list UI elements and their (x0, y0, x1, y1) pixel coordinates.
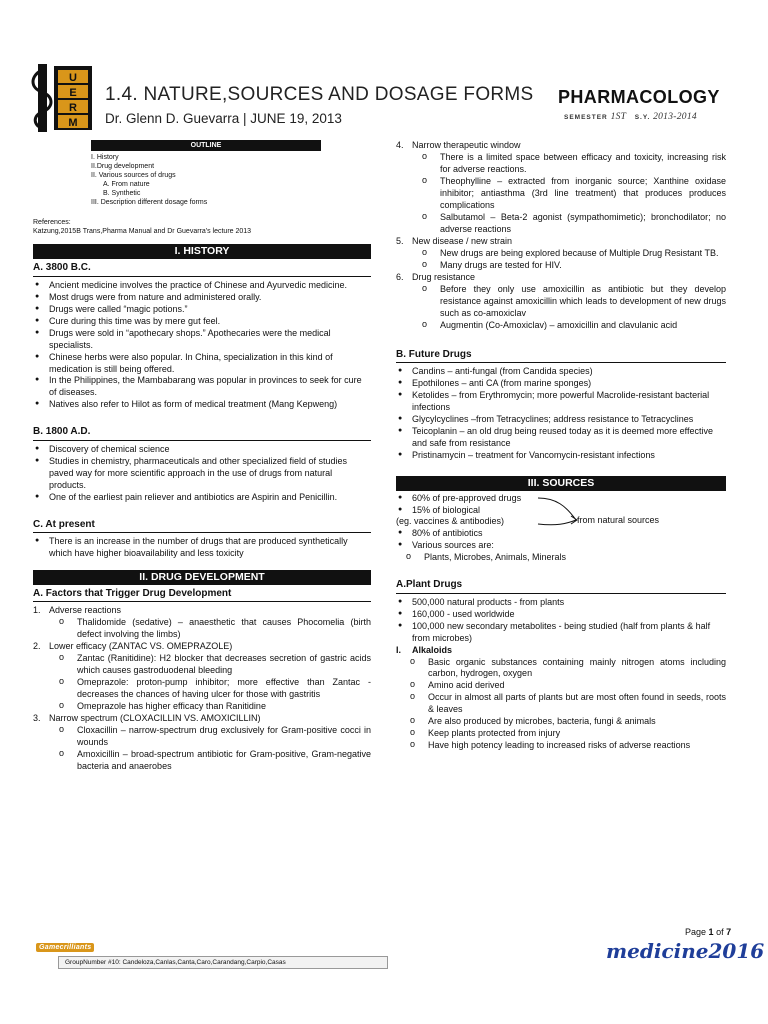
brand-logo: medicine2016 (606, 939, 765, 963)
bullet-item: ● Cure during this time was by mere gut feel. (33, 316, 371, 328)
bullet-item: ● Glycylcyclines –from Tetracyclines; address resistance to Tetracyclines (396, 414, 726, 426)
bullet-list (33, 280, 371, 412)
subject-title: PHARMACOLOGY (558, 87, 720, 107)
outline-item: II.Drug development (91, 163, 155, 171)
outline-item: III. Description different dosage forms (91, 199, 208, 207)
sy-value: 2013-2014 (653, 112, 697, 122)
bullet-item: ● In the Philippines, the Mambabarang was popular in provinces to seek for cure of diseases. (33, 375, 371, 399)
item-text: Lower efficacy (ZANTAC VS. OMEPRAZOLE) (49, 640, 233, 651)
item-number: 1. (33, 605, 41, 616)
subheading: A. Factors that Trigger Drug Development (33, 587, 371, 602)
bullet-item: ● Natives also refer to Hilot as form of medical treatment (Mang Kepweng) (33, 399, 371, 411)
outline-item: I. History (91, 154, 119, 161)
sub-item: o Salbutamol – Beta-2 agonist (sympathomimetic); bronchodilator; no adverse reactions (414, 212, 726, 236)
item-number: 2. (33, 640, 41, 651)
logo-letter: R (69, 102, 77, 114)
bullet-item: ● One of the earliest pain reliever and antibiotics are Aspirin and Penicillin. (33, 492, 371, 504)
document-title: 1.4. NATURE,SOURCES AND DOSAGE FORMS (105, 84, 534, 105)
references-label: References: (33, 218, 71, 226)
sub-item: o Keep plants protected from injury (402, 728, 726, 740)
bullet-item: ● Chinese herbs were also popular. In China, specialization in this kind of medication is still being offered. (33, 352, 371, 376)
item-number: 4. (396, 140, 404, 150)
subheading: B. Future Drugs (396, 348, 726, 363)
outline-item: B. Synthetic (103, 190, 141, 198)
section-bar-history: I. HISTORY (33, 244, 371, 259)
group-members: GroupNumber #10: Candeloza,Canlas,Canta,Caro,Carandang,Carpio,Casas (58, 956, 388, 969)
left-column (33, 140, 371, 773)
bullet-item: ● Drugs were called “magic potions.” (33, 304, 371, 316)
sub-item: o Thalidomide (sedative) – anaesthetic that causes Phocomelia (birth defect involving the limbs) (51, 617, 371, 641)
document-page (28, 50, 765, 985)
logo-letter: M (68, 117, 78, 129)
footer-logo: Gamecrilliants (36, 943, 94, 952)
bullet-list (396, 366, 726, 462)
bullet-item: ● Studies in chemistry, pharmaceuticals and other specialized field of studies paved way for more scientific approach in the use of drugs from natural products. (33, 456, 371, 492)
numbered-item (33, 605, 371, 641)
sources-note: (eg. vaccines & antibodies) (396, 516, 505, 527)
bullet-item: ● 80% of antibiotics (396, 528, 726, 540)
sub-item: o Basic organic substances containing mainly nitrogen atoms including carbon, hydrogen, oxygen (402, 657, 726, 681)
item-text: Drug resistance (412, 271, 476, 282)
item-text: Narrow spectrum (CLOXACILLIN VS. AMOXICILLIN) (49, 712, 261, 723)
outline-header: OUTLINE (91, 140, 321, 151)
sub-item: o Amino acid derived (402, 680, 726, 692)
sub-list (51, 617, 371, 641)
numbered-item (396, 272, 726, 332)
bullet-item (396, 540, 726, 564)
sub-list (402, 657, 726, 753)
bullet-item: ● 100,000 new secondary metabolites - being studied (half from plants & half from microbes) (396, 621, 726, 645)
item-text: Narrow therapeutic window (412, 140, 521, 150)
bullet-item: ● 60% of pre-approved drugs (396, 493, 726, 505)
bullet-list (396, 597, 726, 645)
sub-list (414, 248, 726, 272)
subheading: C. At present (33, 518, 371, 533)
logo-letter: U (69, 72, 77, 84)
bullet-item: ● Candins – anti-fungal (from Candida species) (396, 366, 726, 378)
bullet-item: ● Drugs were sold in “apothecary shops.” Apothecaries were the medical specialists. (33, 328, 371, 352)
bullet-list (396, 528, 726, 564)
page-of: of (716, 927, 724, 937)
sub-item: o Cloxacillin – narrow-spectrum drug exclusively for Gram-positive cocci in wounds (51, 725, 371, 749)
bullet-item: ● Epothilones – anti CA (from marine sponges) (396, 378, 726, 390)
bullet-item: ● There is an increase in the number of drugs that are produced synthetically which have higher bioavailability and less toxicity (33, 536, 371, 560)
item-number: 5. (396, 235, 404, 246)
page-total: 7 (726, 927, 732, 937)
bullet-item: ● 160,000 - used worldwide (396, 609, 726, 621)
sy-label: S.Y. (634, 114, 651, 121)
sources-block (396, 493, 726, 565)
sub-list (398, 552, 726, 564)
bullet-text: Various sources are: (412, 540, 494, 551)
bullet-item: ● Ketolides – from Erythromycin; more powerful Macrolide-resistant bacterial infections (396, 390, 726, 414)
references (33, 218, 371, 237)
page-current: 1 (708, 927, 714, 937)
section-bar-drug-development: II. DRUG DEVELOPMENT (33, 570, 371, 585)
section-bar-sources: III. SOURCES (396, 476, 726, 491)
bullet-item: ● Pristinamycin – treatment for Vancomycin-resistant infections (396, 450, 726, 462)
bullet-list (33, 536, 371, 560)
bullet-item: ● Most drugs were from nature and administered orally. (33, 292, 371, 304)
roman-title: Alkaloids (412, 644, 453, 655)
numbered-list (33, 605, 371, 773)
semester-label: SEMESTER (564, 114, 608, 121)
sub-item: o New drugs are being explored because of Multiple Drug Resistant TB. (414, 248, 726, 260)
references-text: Katzung,2015B Trans,Pharma Manual and Dr Guevarra's lecture 2013 (33, 228, 252, 235)
item-text: New disease / new strain (412, 235, 513, 246)
numbered-item (396, 140, 726, 236)
sub-item: o Zantac (Ranitidine): H2 blocker that decreases secretion of gastric acids which causes gastroduodenal bleeding (51, 653, 371, 677)
semester-value: 1ST (610, 112, 627, 122)
numbered-list (396, 140, 726, 332)
sub-item: o Omeprazole has higher efficacy than Ranitidine (51, 701, 371, 713)
item-number: 6. (396, 271, 404, 282)
uerm-logo (28, 62, 94, 134)
item-number: 3. (33, 712, 41, 723)
numbered-item (396, 236, 726, 272)
author-line: Dr. Glenn D. Guevarra | JUNE 19, 2013 (105, 111, 342, 126)
item-text: Adverse reactions (49, 605, 122, 616)
bullet-list (33, 444, 371, 504)
sub-item: o Plants, Microbes, Animals, Minerals (398, 552, 726, 564)
numbered-item (33, 713, 371, 773)
outline-item: A. From nature (103, 181, 150, 189)
outline-list (91, 151, 371, 208)
subheading: B. 1800 A.D. (33, 425, 371, 440)
sub-list (51, 725, 371, 773)
sub-item: o Have high potency leading to increased risks of adverse reactions (402, 740, 726, 752)
right-column (396, 140, 726, 752)
sub-item: o Augmentin (Co-Amoxiclav) – amoxicillin and clavulanic acid (414, 320, 726, 332)
alkaloids-heading (396, 645, 726, 657)
sub-item: o Occur in almost all parts of plants but are most often found in seeds, roots & leaves (402, 692, 726, 716)
sub-item: o Are also produced by microbes, bacteria, fungi & animals (402, 716, 726, 728)
roman-number: I. (396, 644, 402, 655)
subheading: A. 3800 B.C. (33, 261, 371, 276)
sub-item: o Before they only use amoxicillin as antibiotic but they develop resistance against amoxicillin which leads to development of new drugs such as co-amoxiclav (414, 284, 726, 320)
bullet-item: ● Ancient medicine involves the practice of Chinese and Ayurvedic medicine. (33, 280, 371, 292)
sub-item: o Amoxicillin – broad-spectrum antibiotic for Gram-positive, Gram-negative bacteria and anaerobes (51, 749, 371, 773)
sub-list (51, 653, 371, 713)
bullet-item: ● 15% of biological (396, 505, 726, 517)
logo-letter: E (69, 87, 77, 99)
numbered-item (33, 641, 371, 713)
arrow-label: from natural sources (577, 514, 660, 525)
bullet-item: ● Teicoplanin – an old drug being reused today as it is deemed more effective and safe from resistance (396, 426, 726, 450)
subheading: A.Plant Drugs (396, 578, 726, 593)
outline-item: II. Various sources of drugs (91, 172, 176, 180)
semester-line (564, 111, 697, 124)
sub-item: o Many drugs are tested for HIV. (414, 260, 726, 272)
sub-list (414, 284, 726, 332)
bullet-item: ● 500,000 natural products - from plants (396, 597, 726, 609)
bullet-item: ● Discovery of chemical science (33, 444, 371, 456)
sub-item: o Omeprazole: proton-pump inhibitor; more effective than Zantac - decreases the chances of having ulcer for those with gastritis (51, 677, 371, 701)
page-prefix: Page (685, 927, 707, 937)
sub-item: o There is a limited space between efficacy and toxicity, increasing risk for adverse reactions. (414, 152, 726, 176)
sub-item: o Theophylline – extracted from inorganic source; Xanthine oxidase inhibitor; antiasthma (3rd line treatment) that produces produces complications (414, 176, 726, 212)
sub-list (414, 152, 726, 236)
